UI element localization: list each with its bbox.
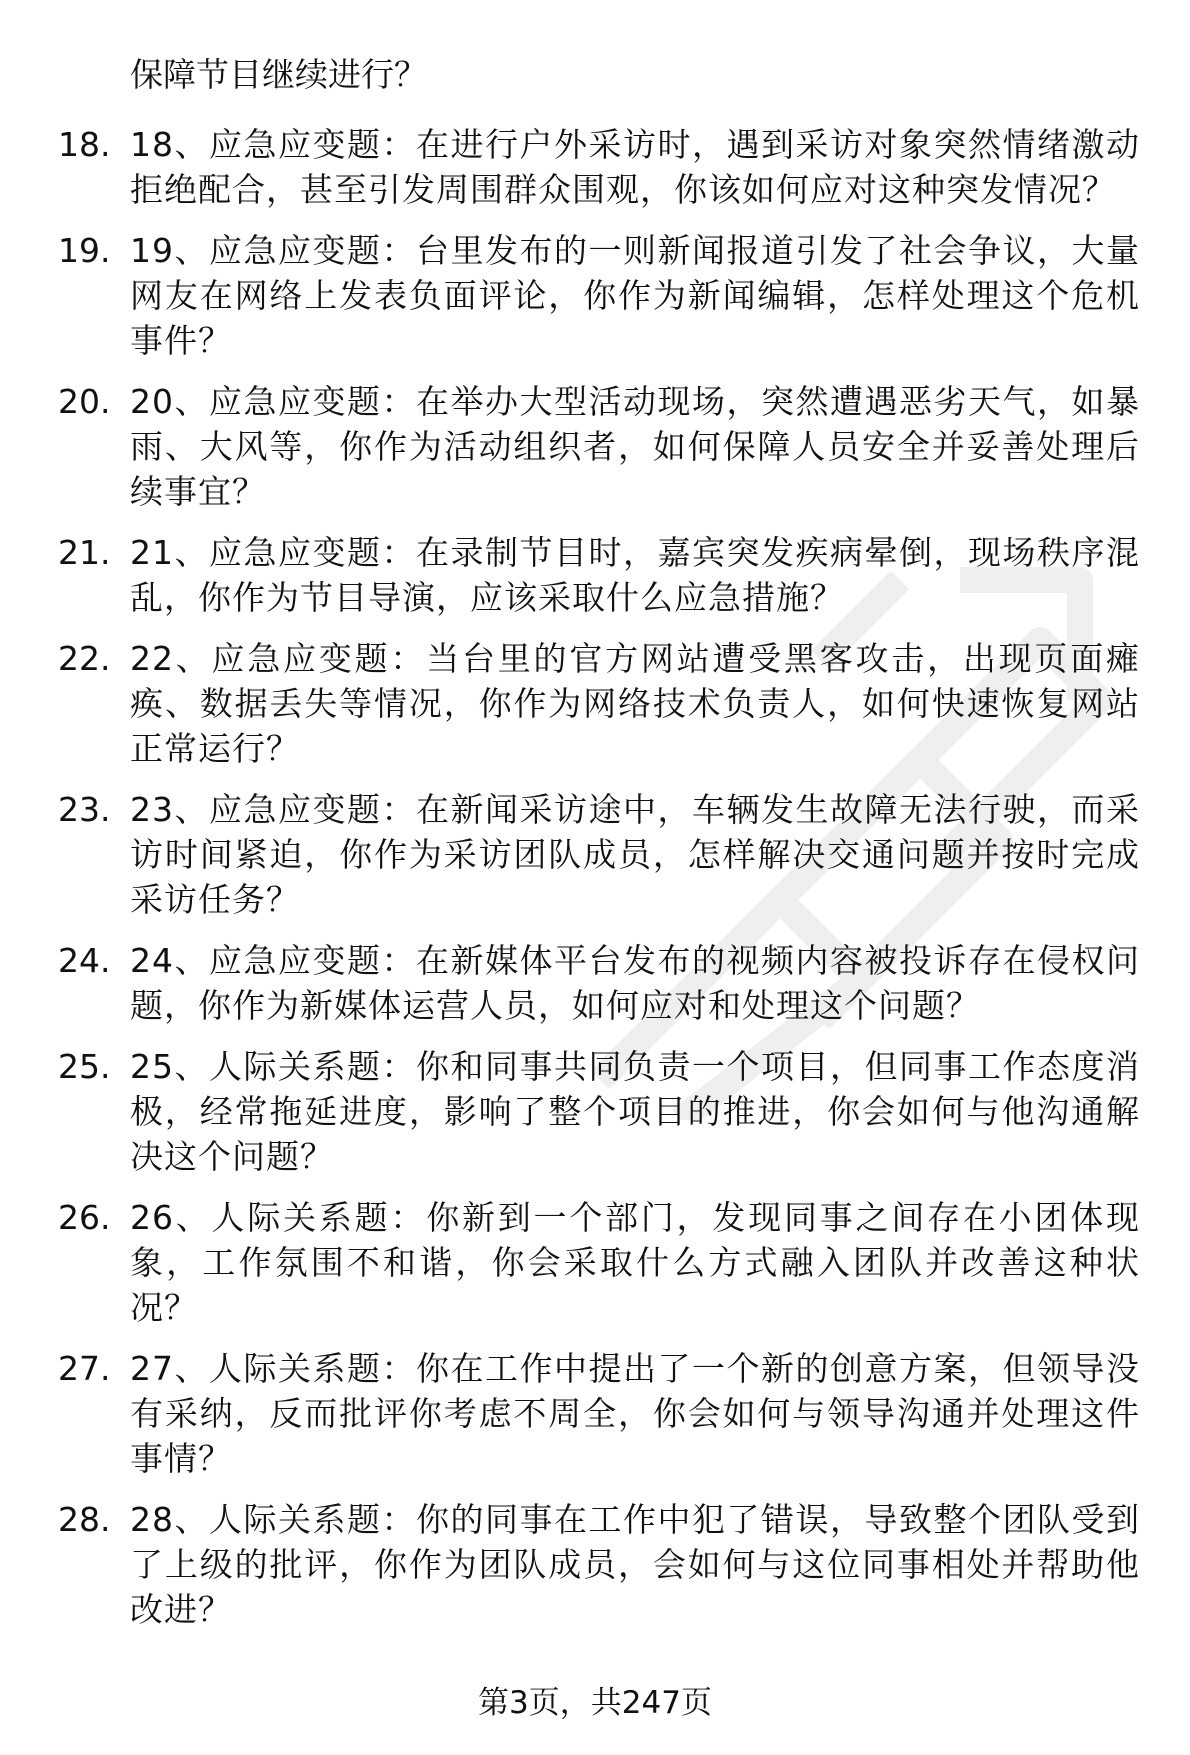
list-item	[0, 1195, 1140, 1330]
list-item	[0, 636, 1140, 771]
question-number: 20.	[58, 382, 111, 421]
question-text: 19、应急应变题：台里发布的一则新闻报道引发了社会争议，大量网友在网络上发表负面评论，你作为新闻编辑，怎样处理这个危机事件？	[130, 231, 1140, 360]
question-number: 18.	[58, 125, 111, 164]
question-number: 27.	[58, 1349, 111, 1388]
question-text: 27、人际关系题：你在工作中提出了一个新的创意方案，但领导没有采纳，反而批评你考虑不周全，你会如何与领导沟通并处理这件事情？	[130, 1349, 1140, 1478]
list-item	[0, 1346, 1140, 1481]
question-number: 26.	[58, 1198, 111, 1237]
question-text: 21、应急应变题：在录制节目时，嘉宾突发疾病晕倒，现场秩序混乱，你作为节目导演，应该采取什么应急措施？	[130, 533, 1140, 617]
list-item	[0, 379, 1140, 514]
question-text: 18、应急应变题：在进行户外采访时，遇到采访对象突然情绪激动拒绝配合，甚至引发周围群众围观，你该如何应对这种突发情况？	[130, 125, 1140, 209]
list-item	[0, 938, 1140, 1028]
continuation-text: 保障节目继续进行？	[130, 55, 427, 94]
question-list	[0, 122, 1190, 1648]
question-text: 24、应急应变题：在新媒体平台发布的视频内容被投诉存在侵权问题，你作为新媒体运营人员，如何应对和处理这个问题？	[130, 941, 1140, 1025]
question-number: 22.	[58, 639, 111, 678]
question-text: 23、应急应变题：在新闻采访途中，车辆发生故障无法行驶，而采访时间紧迫，你作为采访团队成员，怎样解决交通问题并按时完成采访任务？	[130, 790, 1140, 919]
question-text: 28、人际关系题：你的同事在工作中犯了错误，导致整个团队受到了上级的批评，你作为团队成员，会如何与这位同事相处并帮助他改进？	[130, 1500, 1140, 1629]
list-item	[0, 228, 1140, 363]
question-number: 24.	[58, 941, 111, 980]
question-number: 19.	[58, 231, 111, 270]
question-number: 23.	[58, 790, 111, 829]
list-item	[0, 787, 1140, 922]
list-item	[0, 122, 1140, 212]
question-text: 20、应急应变题：在举办大型活动现场，突然遭遇恶劣天气，如暴雨、大风等，你作为活动组织者，如何保障人员安全并妥善处理后续事宜？	[130, 382, 1140, 511]
question-number: 28.	[58, 1500, 111, 1539]
question-text: 22、应急应变题：当台里的官方网站遭受黑客攻击，出现页面瘫痪、数据丢失等情况，你作为网络技术负责人，如何快速恢复网站正常运行？	[130, 639, 1140, 768]
question-number: 25.	[58, 1047, 111, 1086]
list-item	[0, 1044, 1140, 1179]
question-text: 26、人际关系题：你新到一个部门，发现同事之间存在小团体现象，工作氛围不和谐，你会采取什么方式融入团队并改善这种状况？	[130, 1198, 1140, 1327]
question-text: 25、人际关系题：你和同事共同负责一个项目，但同事工作态度消极，经常拖延进度，影响了整个项目的推进，你会如何与他沟通解决这个问题？	[130, 1047, 1140, 1176]
list-item	[0, 530, 1140, 620]
list-item	[0, 1497, 1140, 1632]
page-footer: 第3页，共247页	[478, 1685, 712, 1721]
question-number: 21.	[58, 533, 111, 572]
